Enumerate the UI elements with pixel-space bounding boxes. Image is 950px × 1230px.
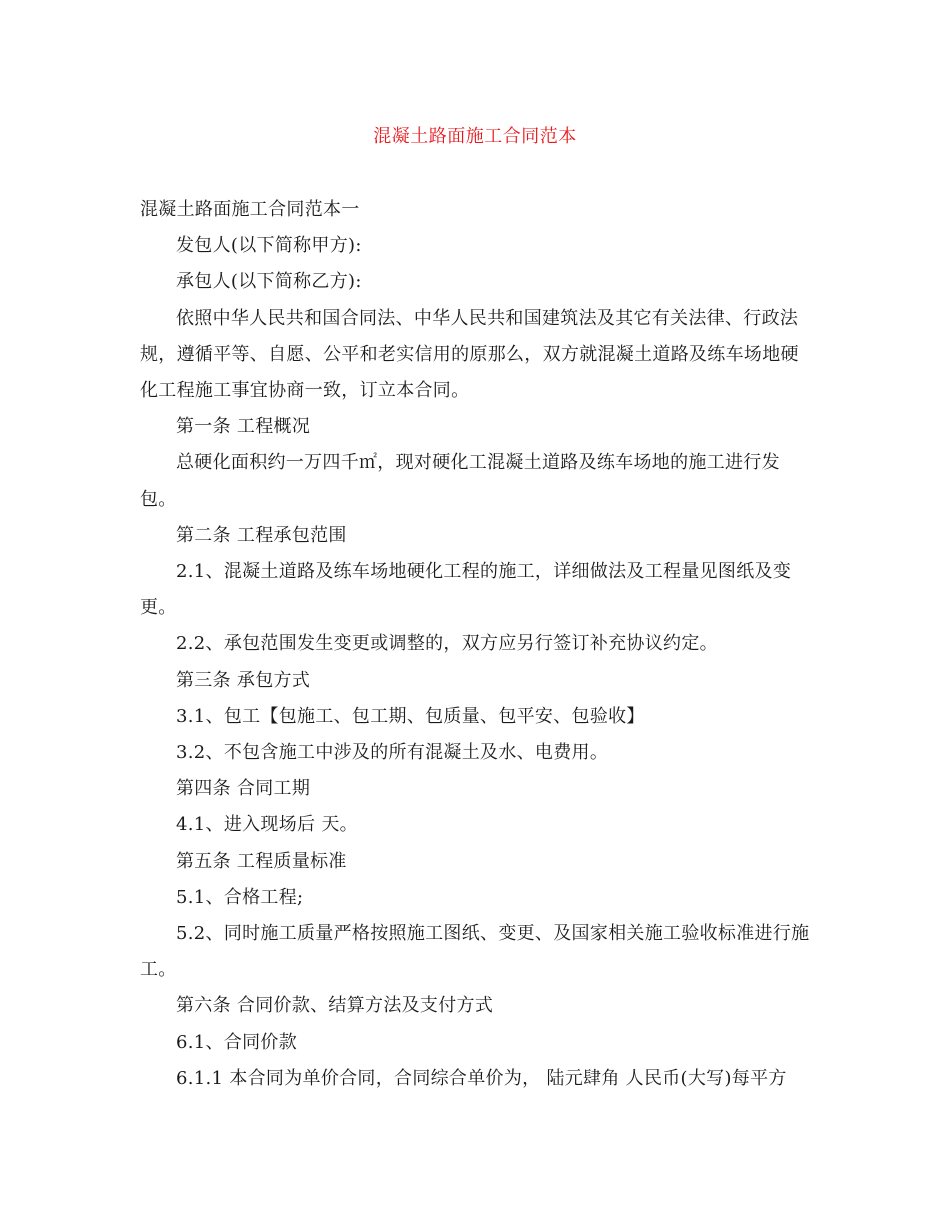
paragraph: 2.1、混凝土道路及练车场地硬化工程的施工，详细做法及工程量见图纸及变更。 [140, 561, 792, 619]
paragraph: 承包人(以下简称乙方): [176, 271, 362, 293]
paragraph: 第三条 承包方式 [176, 669, 311, 691]
paragraph: 依照中华人民共和国合同法、中华人民共和国建筑法及其它有关法律、行政法规，遵循平等、自愿、公平和老实信用的原那么，双方就混凝土道路及练车场地硬化工程施工事宜协商一致，订立本合同。 [140, 307, 799, 402]
document-body [140, 192, 812, 1097]
paragraph: 4.1、进入现场后 天。 [176, 814, 358, 836]
paragraph: 5.2、同时施工质量严格按照施工图纸、变更、及国家相关施工验收标准进行施工。 [140, 923, 810, 981]
document-title: 混凝土路面施工合同范本 [373, 126, 577, 147]
paragraph: 第四条 合同工期 [176, 778, 311, 800]
paragraph: 3.1、包工【包施工、包工期、包质量、包平安、包验收】 [176, 705, 645, 727]
paragraph: 第五条 工程质量标准 [176, 850, 347, 872]
paragraph: 第六条 合同价款、结算方法及支付方式 [176, 995, 494, 1017]
paragraph: 混凝土路面施工合同范本一 [140, 199, 360, 220]
paragraph: 第一条 工程概况 [176, 416, 311, 438]
paragraph: 6.1.1 本合同为单价合同，合同综合单价为， 陆元肆角 人民币(大写)每平方 [176, 1067, 787, 1089]
paragraph: 3.2、不包含施工中涉及的所有混凝土及水、电费用。 [176, 742, 609, 764]
paragraph: 第二条 工程承包范围 [176, 524, 347, 546]
paragraph: 5.1、合格工程; [176, 886, 304, 908]
paragraph: 总硬化面积约一万四千㎡，现对硬化工混凝土道路及练车场地的施工进行发包。 [140, 452, 780, 510]
paragraph: 发包人(以下简称甲方): [176, 235, 362, 257]
paragraph: 2.2、承包范围发生变更或调整的，双方应另行签订补充协议约定。 [176, 633, 718, 655]
paragraph: 6.1、合同价款 [176, 1031, 298, 1053]
